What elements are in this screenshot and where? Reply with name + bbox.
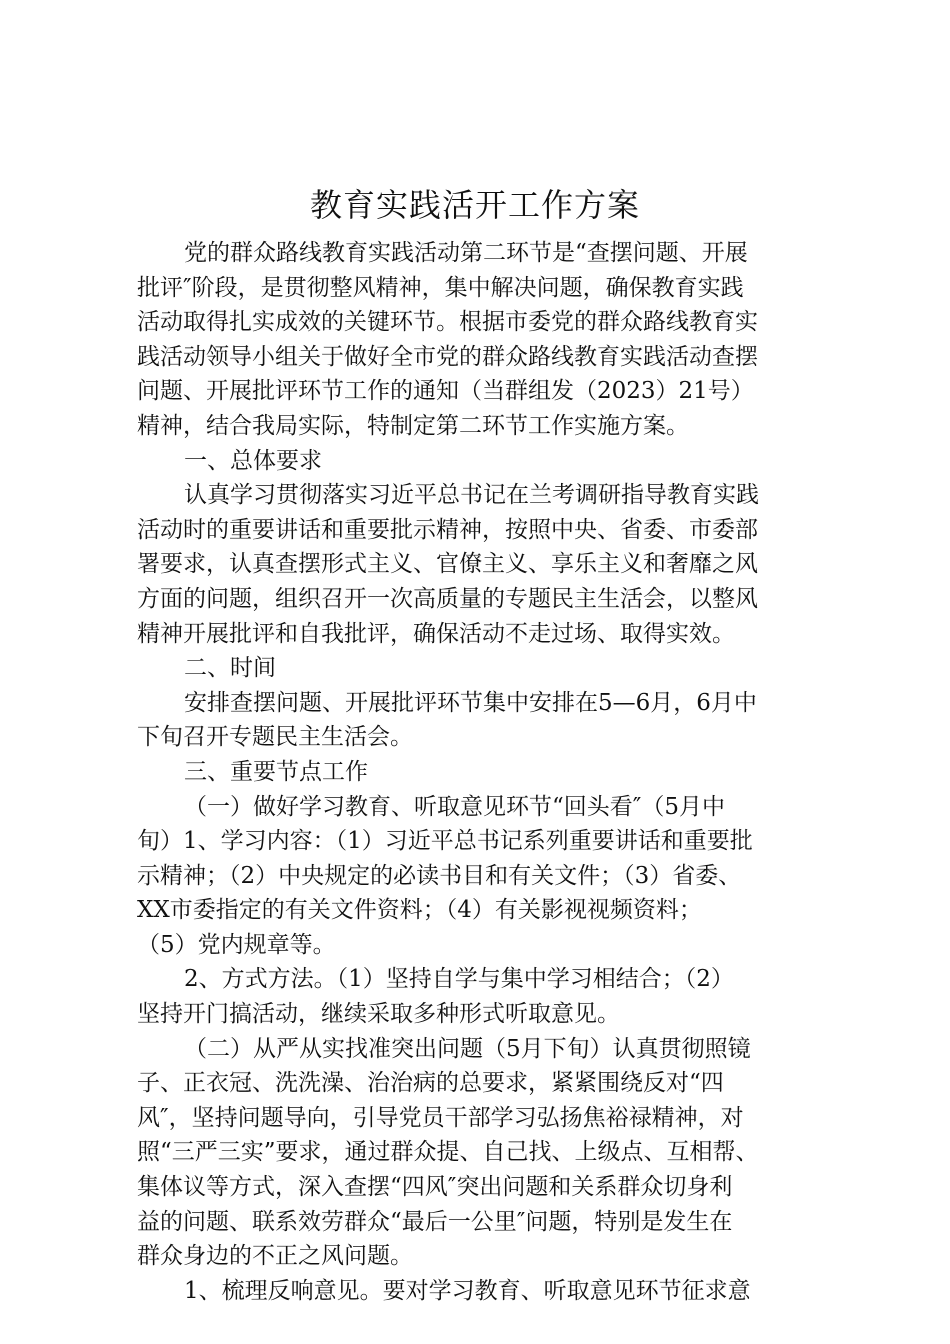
section-heading: 二、时间 [184,655,276,682]
paragraph-line: 精神开展批评和自我批评，确保活动不走过场、取得实效。 [137,620,735,647]
paragraph-line: 认真学习贯彻落实习近平总书记在兰考调研指导教育实践 [184,482,759,509]
paragraph-line: 1、梳理反响意见。要对学习教育、听取意见环节征求意 [184,1277,751,1304]
section-heading: 三、重要节点工作 [184,758,368,785]
paragraph-line: 精神，结合我局实际，特制定第二环节工作实施方案。 [137,412,689,439]
paragraph-line: 批评″阶段，是贯彻整风精神，集中解决问题，确保教育实践 [137,274,744,301]
paragraph-line: （一）做好学习教育、听取意见环节“回头看″（5月中 [184,793,725,820]
paragraph-line: 安排查摆问题、开展批评环节集中安排在5—6月，6月中 [184,689,757,716]
paragraph-line: 风″，坚持问题导向，引导党员干部学习弘扬焦裕禄精神，对 [137,1104,744,1131]
paragraph-line: 署要求，认真查摆形式主义、官僚主义、享乐主义和奢靡之风 [137,551,758,578]
paragraph-line: 党的群众路线教育实践活动第二环节是“查摆问题、开展 [184,240,748,266]
paragraph-line: 2、方式方法。（1）坚持自学与集中学习相结合；（2） [184,966,734,993]
section-heading: 一、总体要求 [184,447,322,474]
paragraph-line: 问题、开展批评环节工作的通知（当群组发（2023）21号） [137,378,754,405]
paragraph-line: （5）党内规章等。 [137,931,336,958]
paragraph-line: 方面的问题，组织召开一次高质量的专题民主生活会，以整风 [137,585,758,612]
paragraph-line: 坚持开门搞活动，继续采取多种形式听取意见。 [137,1001,620,1028]
paragraph-line: 下旬召开专题民主生活会。 [137,724,413,751]
paragraph-line: 照“三严三实”要求，通过群众提、自己找、上级点、互相帮、 [137,1139,759,1166]
paragraph-line: （二）从严从实找准突出问题（5月下旬）认真贯彻照镜 [184,1035,751,1062]
paragraph-line: 子、正衣冠、洗洗澡、治治病的总要求，紧紧围绕反对“四 [137,1070,724,1097]
paragraph-line: 践活动领导小组关于做好全市党的群众路线教育实践活动查摆 [137,343,758,370]
paragraph-line: 群众身边的不正之风问题。 [137,1243,413,1270]
document-body [137,236,827,1308]
paragraph-line: 旬）1、学习内容：（1）习近平总书记系列重要讲话和重要批 [137,828,753,855]
paragraph-line: 集体议等方式，深入查摆“四风″突出问题和关系群众切身利 [137,1174,733,1201]
paragraph-line: 益的问题、联系效劳群众“最后一公里″问题，特别是发生在 [137,1208,733,1235]
paragraph-line: 活动取得扎实成效的关键环节。根据市委党的群众路线教育实 [137,309,758,336]
paragraph-line: XX市委指定的有关文件资料；（4）有关影视视频资料； [137,897,702,924]
document-title: 教育实践活开工作方案 [309,186,640,224]
paragraph-line: 示精神；（2）中央规定的必读书目和有关文件；（3）省委、 [137,862,742,889]
paragraph-line: 活动时的重要讲话和重要批示精神，按照中央、省委、市委部 [137,516,758,543]
